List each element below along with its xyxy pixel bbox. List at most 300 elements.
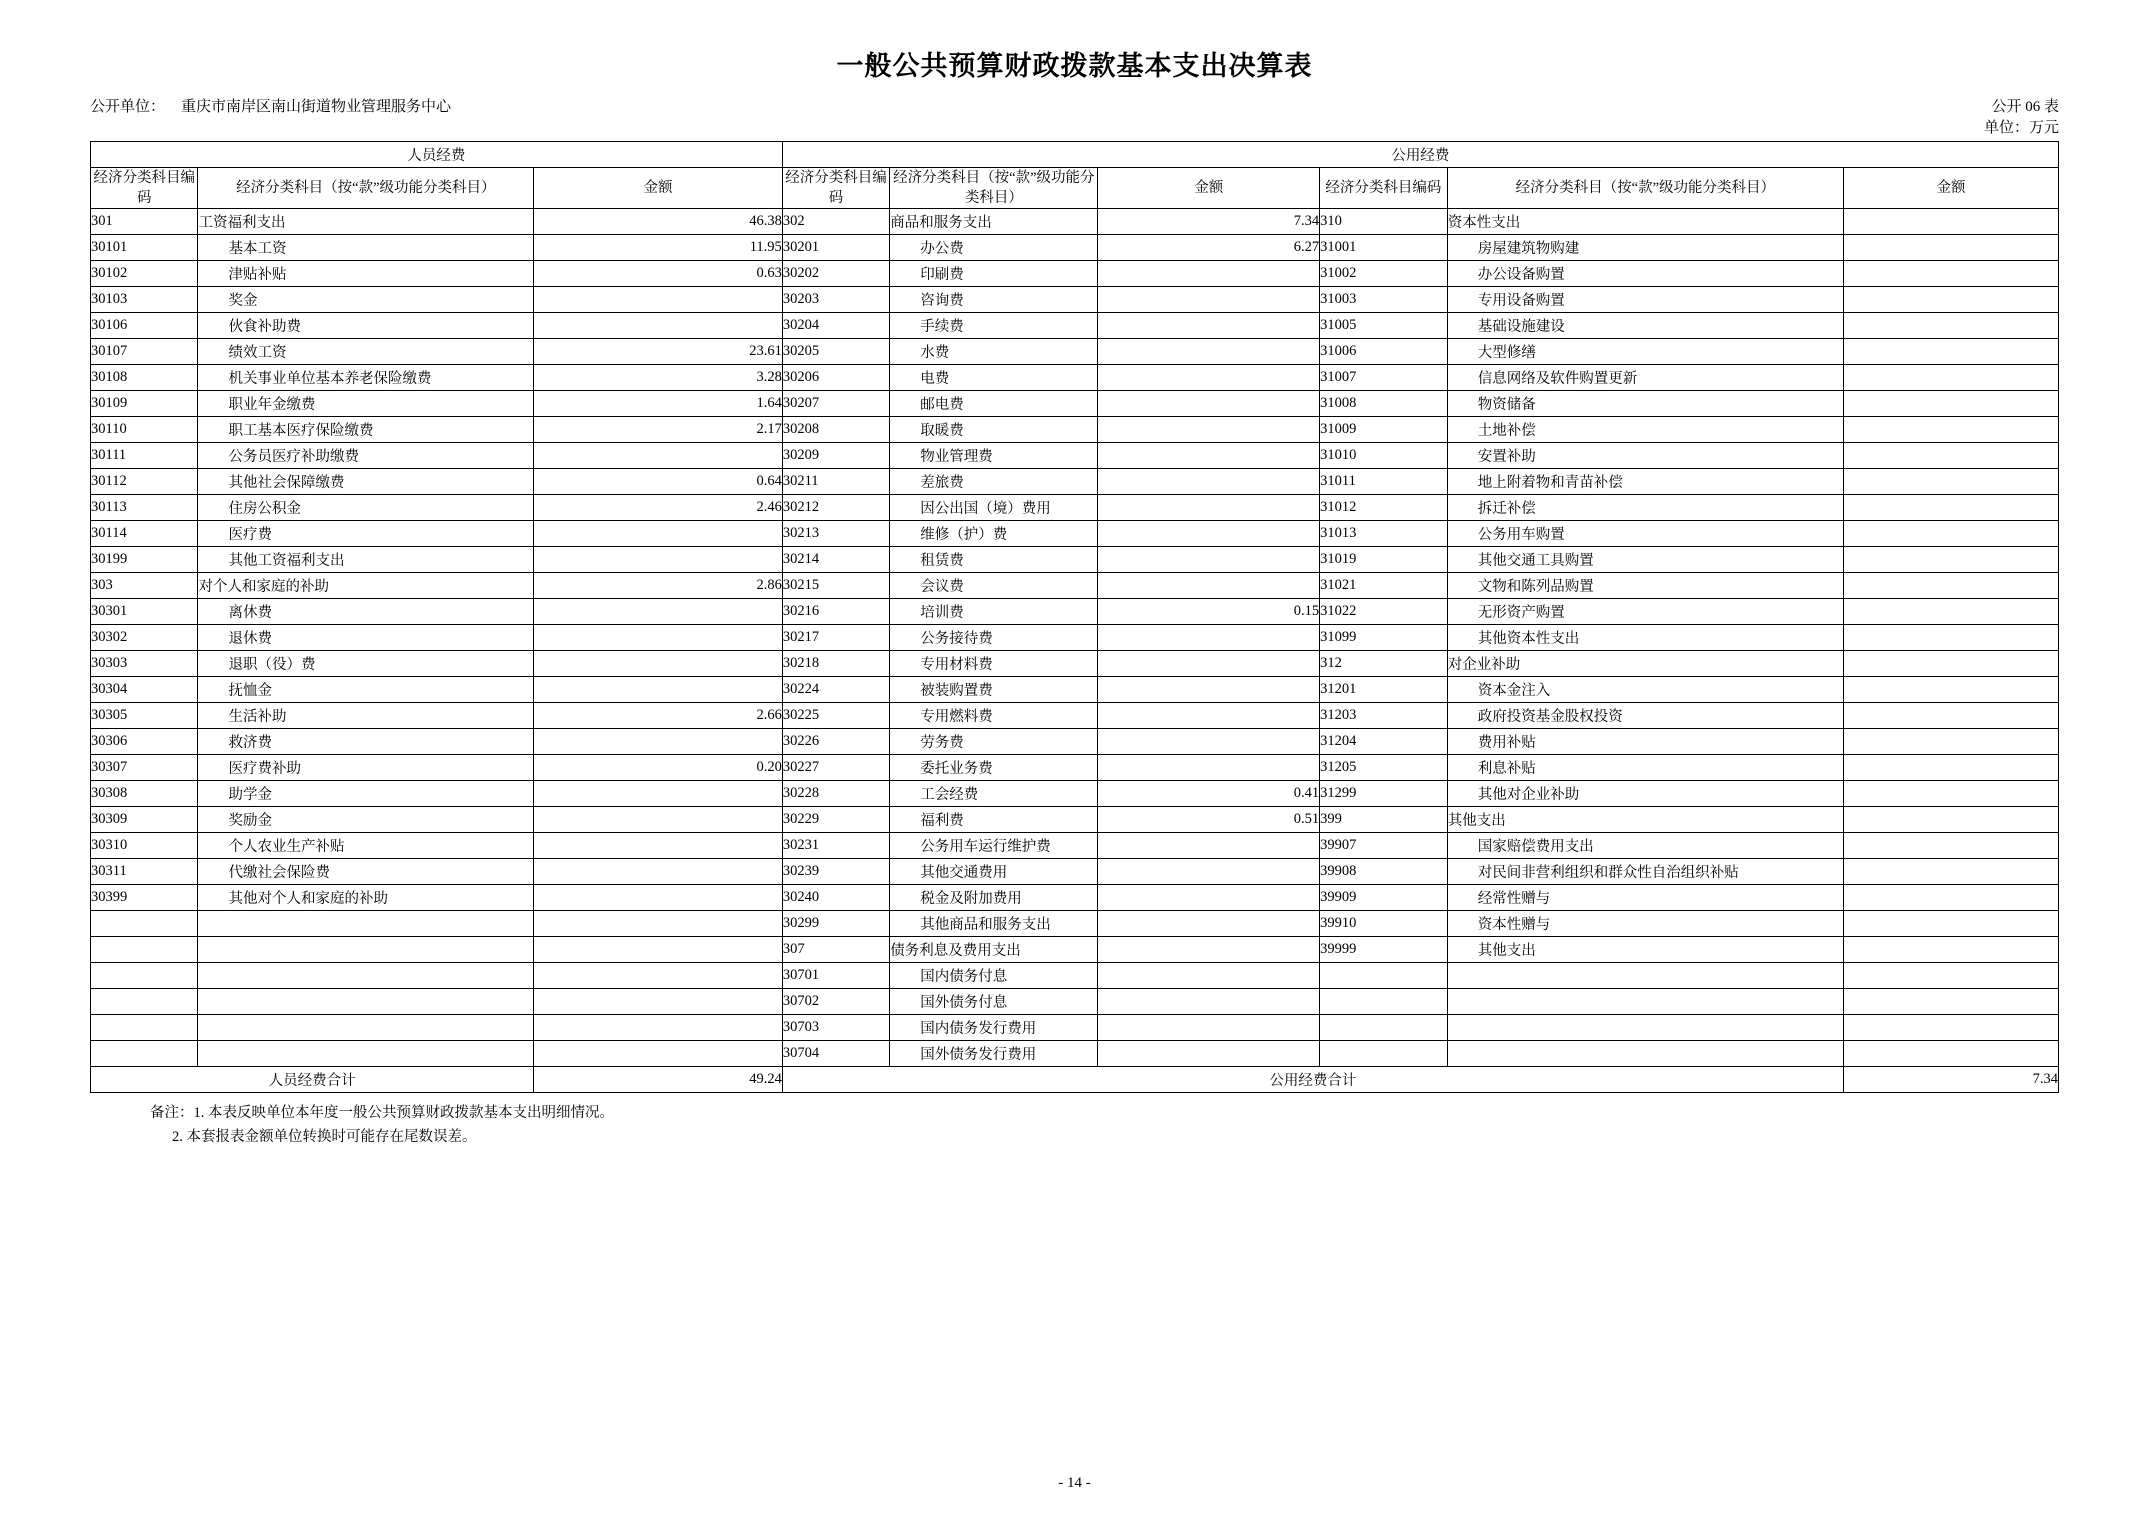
personnel-name-cell: 其他社会保障缴费 xyxy=(198,469,534,495)
public-b-code-cell xyxy=(1320,963,1448,989)
page-number: - 14 - xyxy=(1058,1475,1091,1491)
personnel-code-cell: 30109 xyxy=(91,391,198,417)
personnel-amount-cell: 0.64 xyxy=(534,469,783,495)
public-a-code-cell: 30206 xyxy=(782,365,889,391)
personnel-amount-cell: 46.38 xyxy=(534,209,783,235)
personnel-name-cell: 其他工资福利支出 xyxy=(198,547,534,573)
personnel-code-cell: 30308 xyxy=(91,781,198,807)
public-b-code-cell: 39909 xyxy=(1320,885,1448,911)
personnel-name-cell: 机关事业单位基本养老保险缴费 xyxy=(198,365,534,391)
public-b-name-cell: 对民间非营利组织和群众性自治组织补贴 xyxy=(1447,859,1843,885)
personnel-code-cell: 30399 xyxy=(91,885,198,911)
public-a-amount-cell xyxy=(1098,547,1320,573)
public-a-code-cell: 30218 xyxy=(782,651,889,677)
public-a-code-cell: 30703 xyxy=(782,1015,889,1041)
header-personnel-amount: 金额 xyxy=(534,168,783,209)
public-a-name-cell: 培训费 xyxy=(890,599,1098,625)
totals-row xyxy=(91,1067,2059,1093)
public-b-amount-cell xyxy=(1843,365,2058,391)
public-a-amount-cell xyxy=(1098,261,1320,287)
personnel-amount-cell xyxy=(534,729,783,755)
table-row xyxy=(91,859,2059,885)
header-public-a-amount: 金额 xyxy=(1098,168,1320,209)
personnel-amount-cell xyxy=(534,859,783,885)
public-b-amount-cell xyxy=(1843,989,2058,1015)
public-b-name-cell: 费用补贴 xyxy=(1447,729,1843,755)
personnel-name-cell: 工资福利支出 xyxy=(198,209,534,235)
public-b-name-cell: 安置补助 xyxy=(1447,443,1843,469)
public-b-amount-cell xyxy=(1843,443,2058,469)
public-a-name-cell: 委托业务费 xyxy=(890,755,1098,781)
public-b-code-cell: 31002 xyxy=(1320,261,1448,287)
public-b-code-cell: 31201 xyxy=(1320,677,1448,703)
public-a-amount-cell xyxy=(1098,573,1320,599)
public-b-name-cell xyxy=(1447,1015,1843,1041)
header-public-a-name: 经济分类科目（按“款”级功能分类科目） xyxy=(890,168,1098,209)
personnel-code-cell: 30112 xyxy=(91,469,198,495)
personnel-name-cell: 津贴补贴 xyxy=(198,261,534,287)
personnel-name-cell: 医疗费补助 xyxy=(198,755,534,781)
public-b-code-cell: 31003 xyxy=(1320,287,1448,313)
table-row xyxy=(91,885,2059,911)
public-a-code-cell: 30202 xyxy=(782,261,889,287)
public-b-amount-cell xyxy=(1843,859,2058,885)
public-b-amount-cell xyxy=(1843,547,2058,573)
public-a-code-cell: 30228 xyxy=(782,781,889,807)
public-a-name-cell: 国外债务付息 xyxy=(890,989,1098,1015)
table-row xyxy=(91,235,2059,261)
personnel-code-cell xyxy=(91,1015,198,1041)
table-row xyxy=(91,1015,2059,1041)
personnel-code-cell: 30199 xyxy=(91,547,198,573)
public-b-code-cell: 31205 xyxy=(1320,755,1448,781)
public-b-name-cell: 其他资本性支出 xyxy=(1447,625,1843,651)
public-b-code-cell: 39999 xyxy=(1320,937,1448,963)
public-b-code-cell: 31009 xyxy=(1320,417,1448,443)
public-b-name-cell xyxy=(1447,1041,1843,1067)
public-b-code-cell: 31299 xyxy=(1320,781,1448,807)
budget-table xyxy=(90,141,2059,1093)
table-row xyxy=(91,807,2059,833)
public-b-amount-cell xyxy=(1843,209,2058,235)
public-b-code-cell: 31011 xyxy=(1320,469,1448,495)
publishing-unit xyxy=(90,97,690,118)
public-b-amount-cell xyxy=(1843,573,2058,599)
public-a-name-cell: 维修（护）费 xyxy=(890,521,1098,547)
personnel-name-cell: 职工基本医疗保险缴费 xyxy=(198,417,534,443)
public-a-name-cell: 专用材料费 xyxy=(890,651,1098,677)
table-row xyxy=(91,547,2059,573)
public-b-code-cell: 31019 xyxy=(1320,547,1448,573)
public-b-name-cell: 土地补偿 xyxy=(1447,417,1843,443)
public-b-name-cell: 公务用车购置 xyxy=(1447,521,1843,547)
table-row xyxy=(91,651,2059,677)
personnel-code-cell: 30103 xyxy=(91,287,198,313)
public-b-name-cell: 信息网络及软件购置更新 xyxy=(1447,365,1843,391)
personnel-code-cell: 30102 xyxy=(91,261,198,287)
public-b-name-cell: 资本性支出 xyxy=(1447,209,1843,235)
public-b-amount-cell xyxy=(1843,677,2058,703)
personnel-code-cell: 30307 xyxy=(91,755,198,781)
personnel-name-cell: 伙食补助费 xyxy=(198,313,534,339)
note-line-1: 备注：1. 本表反映单位本年度一般公共预算财政拨款基本支出明细情况。 xyxy=(150,1105,614,1121)
personnel-amount-cell xyxy=(534,547,783,573)
personnel-code-cell xyxy=(91,963,198,989)
group-header-row xyxy=(91,142,2059,168)
public-a-code-cell: 30212 xyxy=(782,495,889,521)
public-b-code-cell: 31099 xyxy=(1320,625,1448,651)
public-b-name-cell: 拆迁补偿 xyxy=(1447,495,1843,521)
public-a-name-cell: 公务接待费 xyxy=(890,625,1098,651)
personnel-name-cell xyxy=(198,963,534,989)
table-row xyxy=(91,365,2059,391)
public-a-name-cell: 取暖费 xyxy=(890,417,1098,443)
public-a-code-cell: 30214 xyxy=(782,547,889,573)
public-a-name-cell: 其他交通费用 xyxy=(890,859,1098,885)
public-b-name-cell xyxy=(1447,963,1843,989)
personnel-name-cell: 公务员医疗补助缴费 xyxy=(198,443,534,469)
public-a-amount-cell xyxy=(1098,1041,1320,1067)
personnel-amount-cell xyxy=(534,651,783,677)
public-a-amount-cell xyxy=(1098,885,1320,911)
public-a-name-cell: 税金及附加费用 xyxy=(890,885,1098,911)
public-a-name-cell: 水费 xyxy=(890,339,1098,365)
public-a-amount-cell xyxy=(1098,287,1320,313)
public-b-code-cell: 31008 xyxy=(1320,391,1448,417)
personnel-code-cell xyxy=(91,911,198,937)
public-b-amount-cell xyxy=(1843,625,2058,651)
public-a-code-cell: 30203 xyxy=(782,287,889,313)
public-a-amount-cell xyxy=(1098,391,1320,417)
public-a-code-cell: 30201 xyxy=(782,235,889,261)
table-row xyxy=(91,989,2059,1015)
header-public-b-code: 经济分类科目编码 xyxy=(1320,168,1448,209)
public-b-name-cell: 国家赔偿费用支出 xyxy=(1447,833,1843,859)
public-a-name-cell: 劳务费 xyxy=(890,729,1098,755)
personnel-amount-cell xyxy=(534,937,783,963)
public-b-code-cell: 31007 xyxy=(1320,365,1448,391)
column-header-row xyxy=(91,168,2059,209)
public-a-amount-cell: 6.27 xyxy=(1098,235,1320,261)
personnel-name-cell: 代缴社会保险费 xyxy=(198,859,534,885)
public-a-amount-cell xyxy=(1098,911,1320,937)
personnel-amount-cell xyxy=(534,833,783,859)
public-a-code-cell: 30207 xyxy=(782,391,889,417)
table-row xyxy=(91,729,2059,755)
table-row xyxy=(91,625,2059,651)
personnel-code-cell: 30305 xyxy=(91,703,198,729)
table-notes xyxy=(90,1101,2059,1149)
personnel-code-cell: 30301 xyxy=(91,599,198,625)
public-a-amount-cell: 7.34 xyxy=(1098,209,1320,235)
public-b-name-cell: 利息补贴 xyxy=(1447,755,1843,781)
personnel-amount-cell: 0.20 xyxy=(534,755,783,781)
table-row xyxy=(91,495,2059,521)
public-a-amount-cell xyxy=(1098,443,1320,469)
public-a-code-cell: 30217 xyxy=(782,625,889,651)
public-a-code-cell: 30213 xyxy=(782,521,889,547)
public-a-amount-cell: 0.15 xyxy=(1098,599,1320,625)
personnel-amount-cell xyxy=(534,1041,783,1067)
public-a-amount-cell xyxy=(1098,625,1320,651)
personnel-code-cell: 30110 xyxy=(91,417,198,443)
personnel-code-cell: 30113 xyxy=(91,495,198,521)
personnel-code-cell: 30107 xyxy=(91,339,198,365)
public-a-name-cell: 被装购置费 xyxy=(890,677,1098,703)
table-row xyxy=(91,599,2059,625)
header-personnel-name: 经济分类科目（按“款”级功能分类科目） xyxy=(198,168,534,209)
personnel-amount-cell xyxy=(534,599,783,625)
public-b-code-cell: 31022 xyxy=(1320,599,1448,625)
public-total-value: 7.34 xyxy=(1843,1067,2058,1093)
personnel-amount-cell xyxy=(534,781,783,807)
table-row xyxy=(91,703,2059,729)
personnel-name-cell: 绩效工资 xyxy=(198,339,534,365)
group-header-personnel: 人员经费 xyxy=(91,142,783,168)
personnel-name-cell xyxy=(198,989,534,1015)
public-b-amount-cell xyxy=(1843,703,2058,729)
public-a-code-cell: 30205 xyxy=(782,339,889,365)
public-b-name-cell: 物资储备 xyxy=(1447,391,1843,417)
personnel-code-cell: 30106 xyxy=(91,313,198,339)
personnel-code-cell: 30111 xyxy=(91,443,198,469)
personnel-code-cell: 30108 xyxy=(91,365,198,391)
public-b-code-cell xyxy=(1320,1041,1448,1067)
personnel-name-cell xyxy=(198,1041,534,1067)
public-b-name-cell: 专用设备购置 xyxy=(1447,287,1843,313)
public-a-name-cell: 其他商品和服务支出 xyxy=(890,911,1098,937)
public-b-code-cell: 31013 xyxy=(1320,521,1448,547)
public-a-code-cell: 30240 xyxy=(782,885,889,911)
public-a-name-cell: 电费 xyxy=(890,365,1098,391)
public-b-amount-cell xyxy=(1843,1015,2058,1041)
note-line-2: 2. 本套报表金额单位转换时可能存在尾数误差。 xyxy=(172,1129,477,1145)
personnel-name-cell: 奖励金 xyxy=(198,807,534,833)
personnel-total-value: 49.24 xyxy=(534,1067,783,1093)
public-a-amount-cell xyxy=(1098,469,1320,495)
personnel-amount-cell: 3.28 xyxy=(534,365,783,391)
personnel-code-cell: 30304 xyxy=(91,677,198,703)
public-a-amount-cell xyxy=(1098,365,1320,391)
public-a-amount-cell xyxy=(1098,1015,1320,1041)
public-b-amount-cell xyxy=(1843,651,2058,677)
public-a-name-cell: 商品和服务支出 xyxy=(890,209,1098,235)
public-a-amount-cell: 0.41 xyxy=(1098,781,1320,807)
form-info xyxy=(1984,97,2059,139)
personnel-name-cell: 对个人和家庭的补助 xyxy=(198,573,534,599)
personnel-amount-cell xyxy=(534,287,783,313)
public-b-code-cell xyxy=(1320,1015,1448,1041)
personnel-amount-cell xyxy=(534,443,783,469)
personnel-name-cell: 生活补助 xyxy=(198,703,534,729)
public-b-amount-cell xyxy=(1843,885,2058,911)
personnel-amount-cell xyxy=(534,989,783,1015)
table-row xyxy=(91,443,2059,469)
personnel-code-cell: 30310 xyxy=(91,833,198,859)
public-b-amount-cell xyxy=(1843,833,2058,859)
table-row xyxy=(91,313,2059,339)
public-b-name-cell: 资本金注入 xyxy=(1447,677,1843,703)
public-b-code-cell: 312 xyxy=(1320,651,1448,677)
public-b-amount-cell xyxy=(1843,807,2058,833)
public-a-code-cell: 30299 xyxy=(782,911,889,937)
personnel-code-cell: 30303 xyxy=(91,651,198,677)
personnel-name-cell xyxy=(198,911,534,937)
public-a-amount-cell xyxy=(1098,651,1320,677)
public-a-code-cell: 30701 xyxy=(782,963,889,989)
public-b-amount-cell xyxy=(1843,391,2058,417)
public-a-code-cell: 307 xyxy=(782,937,889,963)
public-b-name-cell: 政府投资基金股权投资 xyxy=(1447,703,1843,729)
public-a-amount-cell xyxy=(1098,833,1320,859)
amount-unit: 单位：万元 xyxy=(1983,120,2059,136)
public-a-name-cell: 邮电费 xyxy=(890,391,1098,417)
personnel-name-cell: 职业年金缴费 xyxy=(198,391,534,417)
table-row xyxy=(91,781,2059,807)
public-a-amount-cell: 0.51 xyxy=(1098,807,1320,833)
personnel-amount-cell xyxy=(534,521,783,547)
public-a-name-cell: 公务用车运行维护费 xyxy=(890,833,1098,859)
public-a-name-cell: 国外债务发行费用 xyxy=(890,1041,1098,1067)
public-a-amount-cell xyxy=(1098,417,1320,443)
public-a-amount-cell xyxy=(1098,729,1320,755)
public-b-amount-cell xyxy=(1843,781,2058,807)
personnel-code-cell xyxy=(91,937,198,963)
header-public-a-code: 经济分类科目编码 xyxy=(782,168,889,209)
public-a-name-cell: 咨询费 xyxy=(890,287,1098,313)
public-a-amount-cell xyxy=(1098,521,1320,547)
personnel-name-cell: 退职（役）费 xyxy=(198,651,534,677)
personnel-code-cell: 30306 xyxy=(91,729,198,755)
personnel-amount-cell xyxy=(534,885,783,911)
public-b-amount-cell xyxy=(1843,599,2058,625)
form-number: 公开 06 表 xyxy=(1991,99,2059,115)
public-b-code-cell: 39907 xyxy=(1320,833,1448,859)
public-a-code-cell: 30215 xyxy=(782,573,889,599)
public-a-code-cell: 30204 xyxy=(782,313,889,339)
publishing-unit-label: 公开单位： xyxy=(90,99,166,115)
personnel-name-cell xyxy=(198,1015,534,1041)
personnel-code-cell: 303 xyxy=(91,573,198,599)
public-a-code-cell: 30227 xyxy=(782,755,889,781)
public-a-amount-cell xyxy=(1098,755,1320,781)
personnel-amount-cell: 0.63 xyxy=(534,261,783,287)
table-row xyxy=(91,677,2059,703)
public-a-name-cell: 会议费 xyxy=(890,573,1098,599)
personnel-amount-cell xyxy=(534,911,783,937)
personnel-amount-cell xyxy=(534,625,783,651)
personnel-name-cell: 个人农业生产补贴 xyxy=(198,833,534,859)
header-public-b-amount: 金额 xyxy=(1843,168,2058,209)
personnel-name-cell: 医疗费 xyxy=(198,521,534,547)
table-row xyxy=(91,521,2059,547)
table-row xyxy=(91,755,2059,781)
public-b-amount-cell xyxy=(1843,261,2058,287)
public-b-amount-cell xyxy=(1843,911,2058,937)
table-row xyxy=(91,209,2059,235)
public-b-amount-cell xyxy=(1843,963,2058,989)
personnel-code-cell: 30114 xyxy=(91,521,198,547)
personnel-code-cell xyxy=(91,989,198,1015)
public-a-name-cell: 福利费 xyxy=(890,807,1098,833)
public-a-name-cell: 国内债务付息 xyxy=(890,963,1098,989)
header-public-b-name: 经济分类科目（按“款”级功能分类科目） xyxy=(1447,168,1843,209)
public-b-amount-cell xyxy=(1843,417,2058,443)
public-b-name-cell: 地上附着物和青苗补偿 xyxy=(1447,469,1843,495)
public-a-amount-cell xyxy=(1098,495,1320,521)
public-a-code-cell: 30211 xyxy=(782,469,889,495)
personnel-code-cell xyxy=(91,1041,198,1067)
public-b-name-cell: 经常性赠与 xyxy=(1447,885,1843,911)
public-a-name-cell: 因公出国（境）费用 xyxy=(890,495,1098,521)
public-b-name-cell: 办公设备购置 xyxy=(1447,261,1843,287)
personnel-name-cell: 助学金 xyxy=(198,781,534,807)
public-b-amount-cell xyxy=(1843,729,2058,755)
personnel-amount-cell xyxy=(534,963,783,989)
personnel-amount-cell: 2.46 xyxy=(534,495,783,521)
public-b-code-cell: 310 xyxy=(1320,209,1448,235)
public-a-code-cell: 30702 xyxy=(782,989,889,1015)
public-a-name-cell: 专用燃料费 xyxy=(890,703,1098,729)
public-b-name-cell: 资本性赠与 xyxy=(1447,911,1843,937)
public-a-name-cell: 工会经费 xyxy=(890,781,1098,807)
public-a-name-cell: 办公费 xyxy=(890,235,1098,261)
public-b-name-cell: 其他交通工具购置 xyxy=(1447,547,1843,573)
public-b-code-cell: 31012 xyxy=(1320,495,1448,521)
personnel-name-cell: 抚恤金 xyxy=(198,677,534,703)
public-b-amount-cell xyxy=(1843,1041,2058,1067)
table-row xyxy=(91,963,2059,989)
table-row xyxy=(91,937,2059,963)
public-b-amount-cell xyxy=(1843,521,2058,547)
public-b-amount-cell xyxy=(1843,495,2058,521)
personnel-amount-cell: 23.61 xyxy=(534,339,783,365)
public-b-name-cell xyxy=(1447,989,1843,1015)
personnel-code-cell: 30309 xyxy=(91,807,198,833)
public-a-name-cell: 手续费 xyxy=(890,313,1098,339)
public-a-name-cell: 印刷费 xyxy=(890,261,1098,287)
personnel-amount-cell xyxy=(534,1015,783,1041)
public-a-code-cell: 30229 xyxy=(782,807,889,833)
public-a-name-cell: 差旅费 xyxy=(890,469,1098,495)
public-a-amount-cell xyxy=(1098,313,1320,339)
public-b-amount-cell xyxy=(1843,339,2058,365)
table-row xyxy=(91,261,2059,287)
public-b-name-cell: 大型修缮 xyxy=(1447,339,1843,365)
table-row xyxy=(91,339,2059,365)
public-b-code-cell: 399 xyxy=(1320,807,1448,833)
public-b-amount-cell xyxy=(1843,469,2058,495)
public-a-amount-cell xyxy=(1098,677,1320,703)
public-b-name-cell: 其他支出 xyxy=(1447,807,1843,833)
personnel-name-cell: 奖金 xyxy=(198,287,534,313)
public-b-code-cell: 31006 xyxy=(1320,339,1448,365)
personnel-total-label: 人员经费合计 xyxy=(91,1067,534,1093)
page-title: 一般公共预算财政拨款基本支出决算表 xyxy=(836,51,1313,81)
personnel-amount-cell xyxy=(534,313,783,339)
personnel-name-cell: 其他对个人和家庭的补助 xyxy=(198,885,534,911)
public-a-amount-cell xyxy=(1098,339,1320,365)
personnel-code-cell: 301 xyxy=(91,209,198,235)
personnel-amount-cell: 11.95 xyxy=(534,235,783,261)
public-a-amount-cell xyxy=(1098,859,1320,885)
personnel-name-cell: 救济费 xyxy=(198,729,534,755)
public-b-amount-cell xyxy=(1843,937,2058,963)
header-personnel-code: 经济分类科目编码 xyxy=(91,168,198,209)
public-b-code-cell: 31005 xyxy=(1320,313,1448,339)
personnel-amount-cell: 2.86 xyxy=(534,573,783,599)
public-a-name-cell: 国内债务发行费用 xyxy=(890,1015,1098,1041)
